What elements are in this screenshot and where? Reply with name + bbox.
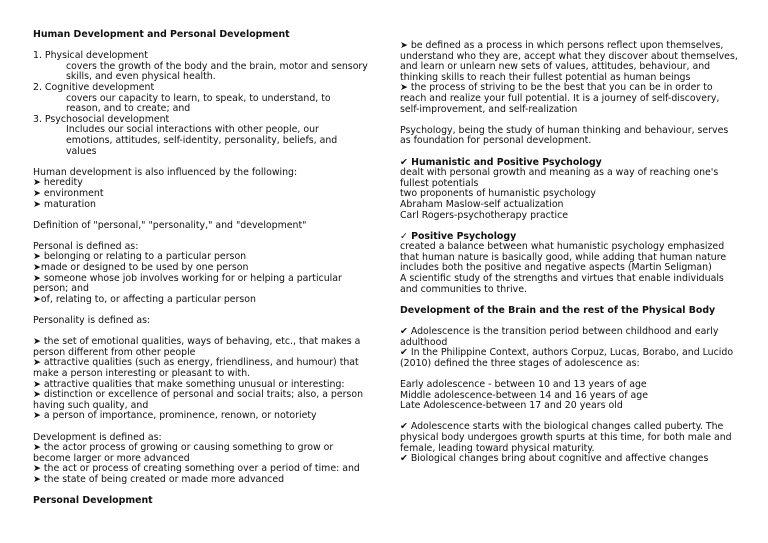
list-item: ➤ attractive qualities (such as energy, friendliness, and humour) that make a person interesting or pleasant to with. — [33, 357, 359, 379]
list-item-psychosocial: 3. Psychosocial development — [33, 113, 170, 125]
adolescence-section — [400, 327, 740, 369]
personal-section — [33, 242, 368, 306]
list-item: ➤ maturation — [33, 198, 96, 210]
humanistic-section — [400, 158, 740, 222]
list-item: ➤ distinction or excellence of personal and social traits; also, a person having such quality, and — [33, 389, 364, 411]
list-item: ➤ attractive qualities that make something unusual or interesting: — [33, 378, 345, 390]
text-line: A scientific study of the strengths and virtues that enable individuals and communities to thrive. — [400, 273, 724, 295]
list-item: ➤ environment — [33, 187, 104, 199]
list-item: ➤ the act or process of creating something over a period of time: and — [33, 463, 360, 475]
personal-development-heading: Personal Development — [33, 495, 153, 507]
left-column — [33, 30, 368, 507]
brain-heading: Development of the Brain and the rest of the Physical Body — [400, 304, 716, 316]
text-line: two proponents of humanistic psychology — [400, 188, 596, 200]
stage-item: Late Adolescence-between 17 and 20 years old — [400, 400, 623, 412]
document-title: Human Development and Personal Development — [33, 29, 290, 40]
list-item: ➤ the actor process of growing or causing something to grow or become larger or more advanced — [33, 442, 334, 464]
list-item: ➤ the state of being created or made more advanced — [33, 473, 285, 485]
definition-line: Definition of "personal," "personality," and "development" — [33, 219, 307, 231]
humanistic-heading: ✔ Humanistic and Positive Psychology — [400, 156, 602, 168]
text-line: ✔ Biological changes bring about cognitive and affective changes — [400, 453, 709, 465]
stage-item: Middle adolescence-between 14 and 16 years of age — [400, 389, 649, 401]
right-column — [400, 41, 740, 465]
personality-section — [33, 316, 368, 422]
list-item-cognitive-desc: covers our capacity to learn, to speak, to understand, to reason, and to create; and — [66, 92, 331, 115]
list-item-physical: 1. Physical development — [33, 50, 148, 62]
list-item-psychosocial-desc: Includes our social interactions with other people, our emotions, attitudes, self-identity, personality, beliefs, and values — [66, 124, 338, 157]
list-item: ➤ a person of importance, prominence, renown, or notoriety — [33, 410, 317, 422]
positive-section — [400, 232, 740, 296]
influence-section — [33, 168, 368, 210]
text-line: ✔ Adolescence starts with the biological changes called puberty. The physical body undergoes growth spurts at this time, for both male and female, leading toward physical maturity. — [400, 421, 732, 454]
text-line: Carl Rogers-psychotherapy practice — [400, 209, 568, 221]
development-heading: Development is defined as: — [33, 431, 162, 443]
stages-section — [400, 380, 740, 412]
list-item: ➤ heredity — [33, 177, 83, 189]
development-list — [33, 51, 368, 157]
list-item: ➤of, relating to, or affecting a particular person — [33, 293, 256, 305]
personal-heading: Personal is defined as: — [33, 240, 139, 252]
puberty-section — [400, 422, 740, 464]
list-item: ➤ the set of emotional qualities, ways of behaving, etc., that makes a person different from other people — [33, 336, 361, 358]
positive-heading: ✓ Positive Psychology — [400, 230, 517, 242]
list-item: ➤ be defined as a process in which persons reflect upon themselves, understand who they are, accept what they discover about themselves, and learn or unlearn new sets of values, attitudes, behaviour, and thinking skills to reach their fullest potential as human beings — [400, 40, 738, 83]
list-item-physical-desc: covers the growth of the body and the brain, motor and sensory skills, and even physical health. — [66, 60, 368, 83]
stage-item: Early adolescence - between 10 and 13 years of age — [400, 379, 647, 390]
text-line: ✔ Adolescence is the transition period between childhood and early adulthood — [400, 326, 719, 348]
text-line: ✔ In the Philippine Context, authors Corpuz, Lucas, Borabo, and Lucido (2010) defined the three stages of adolescence as: — [400, 347, 734, 369]
list-item: ➤ someone whose job involves working for or helping a particular person; and — [33, 272, 342, 295]
text-line: dealt with personal growth and meaning as a way of reaching one's fullest potentials — [400, 167, 719, 189]
influence-heading: Human development is also influenced by the following: — [33, 166, 298, 178]
list-item-cognitive: 2. Cognitive development — [33, 81, 155, 93]
list-item: ➤made or designed to be used by one person — [33, 262, 249, 274]
psychology-paragraph: Psychology, being the study of human thinking and behaviour, serves as foundation for personal development. — [400, 124, 729, 147]
list-item: ➤ the process of striving to be the best that you can be in order to reach and realize your full potential. It is a journey of self-discovery, self-improvement, and self-realization — [400, 82, 720, 115]
text-line: Abraham Maslow-self actualization — [400, 198, 564, 210]
personality-heading: Personality is defined as: — [33, 315, 151, 327]
text-line: created a balance between what humanistic psychology emphasized that human nature is basically good, while adding that human nature includes both the positive and negative aspects (Martin Seligman) — [400, 241, 727, 274]
list-item: ➤ belonging or relating to a particular person — [33, 251, 247, 263]
development-section — [33, 433, 368, 486]
